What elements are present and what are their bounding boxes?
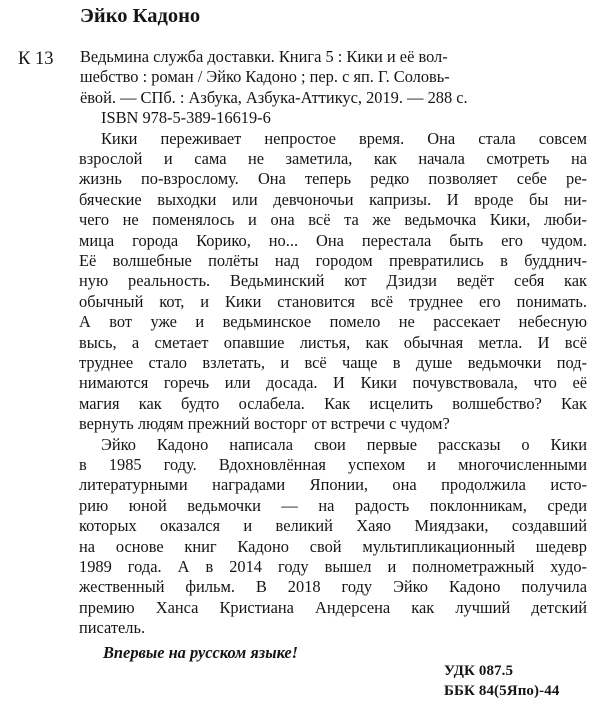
annotation-line: литературными наградами Японии, она продолжила исто- — [79, 475, 587, 495]
annotation-line: премию Ханса Кристиана Андерсена как лучший детский — [79, 597, 587, 617]
annotation-line: Её волшебные полёты над городом превратились в будднич- — [79, 251, 587, 270]
annotation-line: Эйко Кадоно написала свои первые рассказы о Кики — [101, 434, 587, 454]
annotation-line: мица города Корико, но... Она перестала быть его чудом. — [79, 230, 587, 250]
biblio-line: шебство : роман / Эйко Кадоно ; пер. с яп. Г. Соловь- — [80, 67, 450, 87]
bbk-code: ББК 84(5Япо)-44 — [444, 683, 560, 700]
annotation-line: труднее стало взлетать, и всё чаще в душе ведьмочки под- — [79, 353, 587, 372]
annotation-line: бяческие выходки или девчоночьи капризы. И вроде бы ни- — [79, 189, 587, 209]
annotation-line: А вот уже и ведьминское помело не рассекает небесную — [79, 312, 587, 332]
author-heading: Эйко Кадоно — [80, 5, 201, 27]
edition-note: Впервые на русском языке! — [103, 642, 299, 662]
biblio-line: ёвой. — СПб. : Азбука, Азбука-Аттикус, 2019. — 288 с. — [80, 87, 468, 107]
shelf-mark: К 13 — [18, 49, 54, 69]
annotation-line: обычный кот, и Кики становится всё труднее его понимать. — [79, 291, 587, 311]
annotation-line: которых оказался и великий Хаяо Миядзаки, создавший — [79, 516, 587, 536]
annotation-line: жизнь по-взрослому. Она теперь редко позволяет себе ре- — [79, 169, 587, 189]
annotation-line: ную реальность. Ведьминский кот Дзидзи ведёт себя как — [79, 271, 587, 291]
annotation-line: в 1985 году. Вдохновлённая успехом и многочисленными — [79, 455, 587, 474]
annotation-line: Кики переживает непростое время. Она стала совсем — [101, 128, 587, 148]
annotation-line: рию юной ведьмочки — на радость поклонникам, среди — [79, 495, 587, 515]
annotation-line: вернуть людям прежний восторг от встречи с чудом? — [79, 414, 450, 434]
annotation-line: высь, а сметает опавшие листья, как обычная метла. И всё — [79, 332, 587, 352]
annotation-line: нимаются горечь или досада. И Кики почувствовала, что её — [79, 373, 587, 393]
annotation-line: взрослой и сама не заметила, как начала смотреть на — [79, 149, 587, 168]
annotation-line: на основе книг Кадоно свой мультипликационный шедевр — [79, 536, 587, 556]
annotation-line: 1989 года. А в 2014 году вышел и полнометражный худо- — [79, 557, 587, 576]
biblio-line: Ведьмина служба доставки. Книга 5 : Кики и её вол- — [80, 47, 448, 66]
isbn-line: ISBN 978-5-389-16619-6 — [101, 108, 271, 128]
annotation-line: жественный фильм. В 2018 году Эйко Кадоно получила — [79, 577, 587, 597]
annotation-line: писатель. — [79, 618, 146, 638]
udk-code: УДК 087.5 — [444, 663, 514, 679]
annotation-line: чего не поменялось и она всё та же ведьмочка Кики, люби- — [79, 210, 587, 230]
annotation-line: магия как будто ослабела. Как исцелить волшебство? Как — [79, 393, 587, 413]
